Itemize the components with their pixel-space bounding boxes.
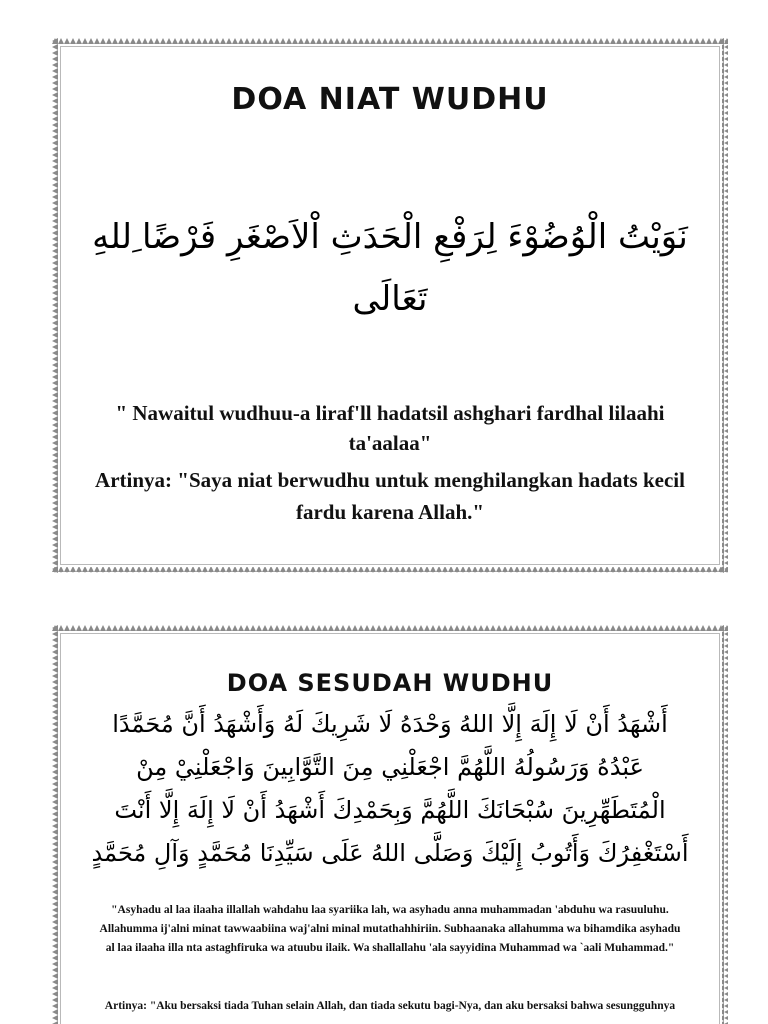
card-doa-sesudah-wudhu (52, 625, 728, 1024)
card-doa-niat-wudhu (52, 38, 728, 573)
translation-text: Artinya: "Aku bersaksi tiada Tuhan selain Allah, dan tiada sekutu bagi-Nya, dan aku bersaksi bahwa sesungguhnya (104, 1000, 676, 1012)
arabic-prayer-text: نَوَيْتُ الْوُضُوْءَ لِرَفْعِ الْحَدَثِ اْلاَصْغَرِ فَرْضًا ِللهِ تَعَالَى (92, 217, 688, 319)
latin-transliteration: "Asyhadu al laa ilaaha illallah wahdahu laa syariika lah, wa asyhadu anna muhammadan 'abduhu wa rasuuluhu. Allahumma ij'alni minat tawwaabiina waj'alni minal mutathahhiriin. Subhaanaka allahumma wa bihamdika asyhadu al laa ilaaha illa nta astaghfiruka wa atuubu ilaik. Wa shallallahu 'ala sayyidina Muhammad wa `aali Muhammad." (99, 904, 681, 954)
card-title: DOA SESUDAH WUDHU (226, 669, 554, 697)
latin-transliteration: " Nawaitul wudhuu-a liraf'll hadatsil ashghari fardhal lilaahi ta'aalaa" (115, 401, 665, 455)
card-title: DOA NIAT WUDHU (231, 82, 549, 117)
translation-text: Artinya: "Saya niat berwudhu untuk menghilangkan hadats kecil fardu karena Allah." (95, 468, 685, 524)
arabic-prayer-text: أَشْهَدُ أَنْ لَا إِلَهَ إِلَّا اللهُ وَحْدَهُ لَا شَرِيكَ لَهُ وَأَشْهَدُ أَنَّ مُحَمَّدًا عَبْدُهُ وَرَسُولُهُ اللَّهُمَّ اجْعَلْنِي مِنَ التَّوَّابِينَ وَاجْعَلْنِيْ مِنْ الْمُتَطَهِّرِينَ سُبْحَانَكَ اللَّهُمَّ وَبِحَمْدِكَ أَشْهَدُ أَنْ لَا إِلَهَ إِلَّا أَنْتَ أَسْتَغْفِرُكَ وَأَتُوبُ إِلَيْكَ وَصَلَّى اللهُ عَلَى سَيِّدِنَا مُحَمَّدٍ وَآلِ مُحَمَّدٍ (91, 710, 689, 867)
